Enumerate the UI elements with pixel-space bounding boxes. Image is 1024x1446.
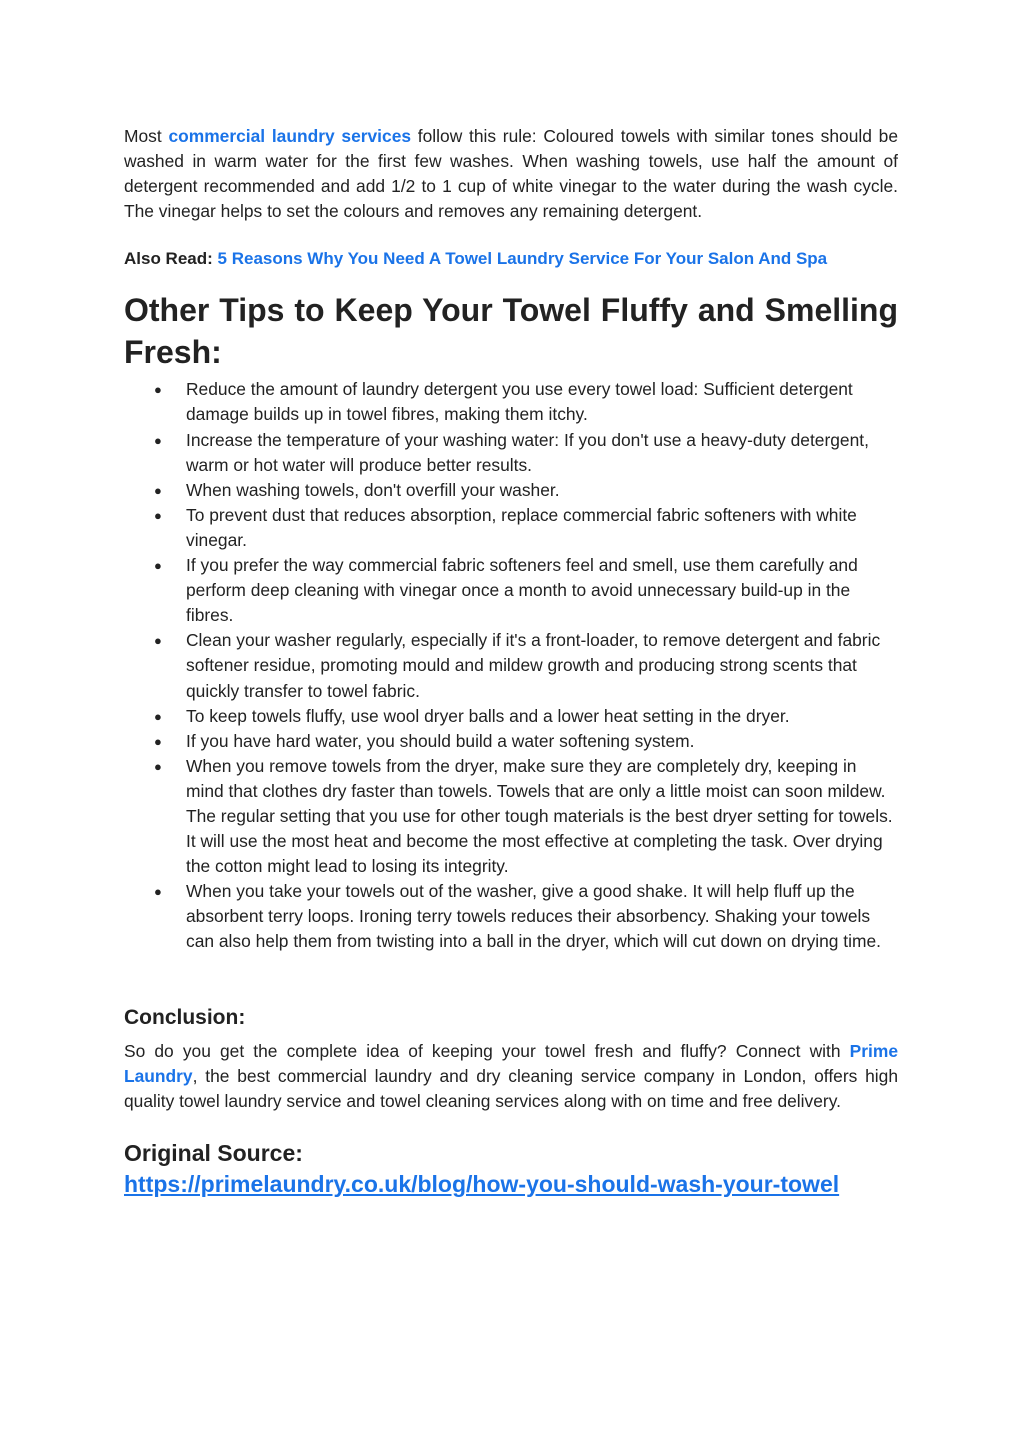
bullet-icon: ●: [154, 507, 162, 523]
commercial-laundry-services-link[interactable]: commercial laundry services: [168, 126, 412, 146]
conclusion-paragraph: [124, 1039, 898, 1114]
tip-item: [124, 377, 898, 427]
tip-text: If you have hard water, you should build a water softening system.: [186, 730, 695, 751]
conclusion-heading: Conclusion:: [124, 1005, 246, 1029]
also-read-link[interactable]: 5 Reasons Why You Need A Towel Laundry Service For Your Salon And Spa: [217, 249, 828, 269]
tip-text: Reduce the amount of laundry detergent you use every towel load: Sufficient detergent damage builds up in towel fibres, making them itchy.: [186, 379, 853, 425]
bullet-icon: ●: [154, 558, 162, 574]
tip-item: [124, 428, 898, 478]
tip-item: [124, 754, 898, 879]
tip-item: [124, 478, 898, 503]
tip-text: Clean your washer regularly, especially if it's a front-loader, to remove detergent and fabric softener residue, promoting mould and mildew growth and producing strong scents that quickly transfer to towel fabric.: [186, 630, 881, 701]
tip-item: [124, 553, 898, 628]
also-read-label: Also Read:: [124, 249, 213, 269]
bullet-icon: ●: [154, 758, 162, 774]
original-source-link[interactable]: https://primelaundry.co.uk/blog/how-you-should-wash-your-towel: [124, 1170, 840, 1197]
conclusion-text-end: , the best commercial laundry and dry cleaning service company in London, offers high quality towel laundry service and towel cleaning services along with on time and free delivery.: [124, 1065, 898, 1111]
bullet-icon: ●: [154, 884, 162, 900]
prime-laundry-link[interactable]: Prime Laundry: [124, 1040, 898, 1086]
bullet-icon: ●: [154, 733, 162, 749]
tip-text: Increase the temperature of your washing water: If you don't use a heavy-duty detergent, warm or hot water will produce better results.: [186, 429, 869, 475]
conclusion-text-start: So do you get the complete idea of keeping your towel fresh and fluffy? Connect with: [124, 1040, 850, 1061]
tip-item: [124, 704, 898, 729]
tip-item: [124, 879, 898, 954]
bullet-icon: ●: [154, 382, 162, 398]
intro-paragraph: [124, 124, 898, 224]
tip-item: [124, 628, 898, 703]
tip-item: [124, 729, 898, 754]
intro-text-start: Most: [124, 126, 169, 146]
bullet-icon: ●: [154, 482, 162, 498]
bullet-icon: ●: [154, 432, 162, 448]
bullet-icon: ●: [154, 633, 162, 649]
also-read-line: [124, 246, 898, 271]
tips-list: [124, 377, 898, 954]
tip-text: If you prefer the way commercial fabric softeners feel and smell, use them carefully and perform deep cleaning with vinegar once a month to avoid unnecessary build-up in the fibres.: [186, 555, 858, 626]
tip-item: [124, 503, 898, 553]
tip-text: When washing towels, don't overfill your washer.: [186, 479, 560, 500]
bullet-icon: ●: [154, 708, 162, 724]
tip-text: When you take your towels out of the washer, give a good shake. It will help fluff up the absorbent terry loops. Ironing terry towels reduces their absorbency. Shaking your towels can also help them from twisting into a ball in the dryer, which will cut down on drying time.: [186, 881, 881, 952]
tips-heading: Other Tips to Keep Your Towel Fluffy and Smelling Fresh:: [124, 292, 898, 371]
original-source-heading: Original Source:: [124, 1139, 303, 1166]
tip-text: To keep towels fluffy, use wool dryer balls and a lower heat setting in the dryer.: [186, 705, 790, 726]
intro-text-end: follow this rule: Coloured towels with similar tones should be washed in warm water for the first few washes. When washing towels, use half the amount of detergent recommended and add 1/2 to 1 cup of white vinegar to the water during the wash cycle. The vinegar helps to set the colours and removes any remaining detergent.: [124, 126, 898, 222]
tip-text: To prevent dust that reduces absorption, replace commercial fabric softeners with white vinegar.: [186, 504, 857, 550]
tip-text: When you remove towels from the dryer, make sure they are completely dry, keeping in mind that clothes dry faster than towels. Towels that are only a little moist can soon mildew. The regular setting that you use for other tough materials is the best dryer setting for towels. It will use the most heat and become the most effective at completing the task. Over drying the cotton might lead to losing its integrity.: [186, 755, 893, 877]
